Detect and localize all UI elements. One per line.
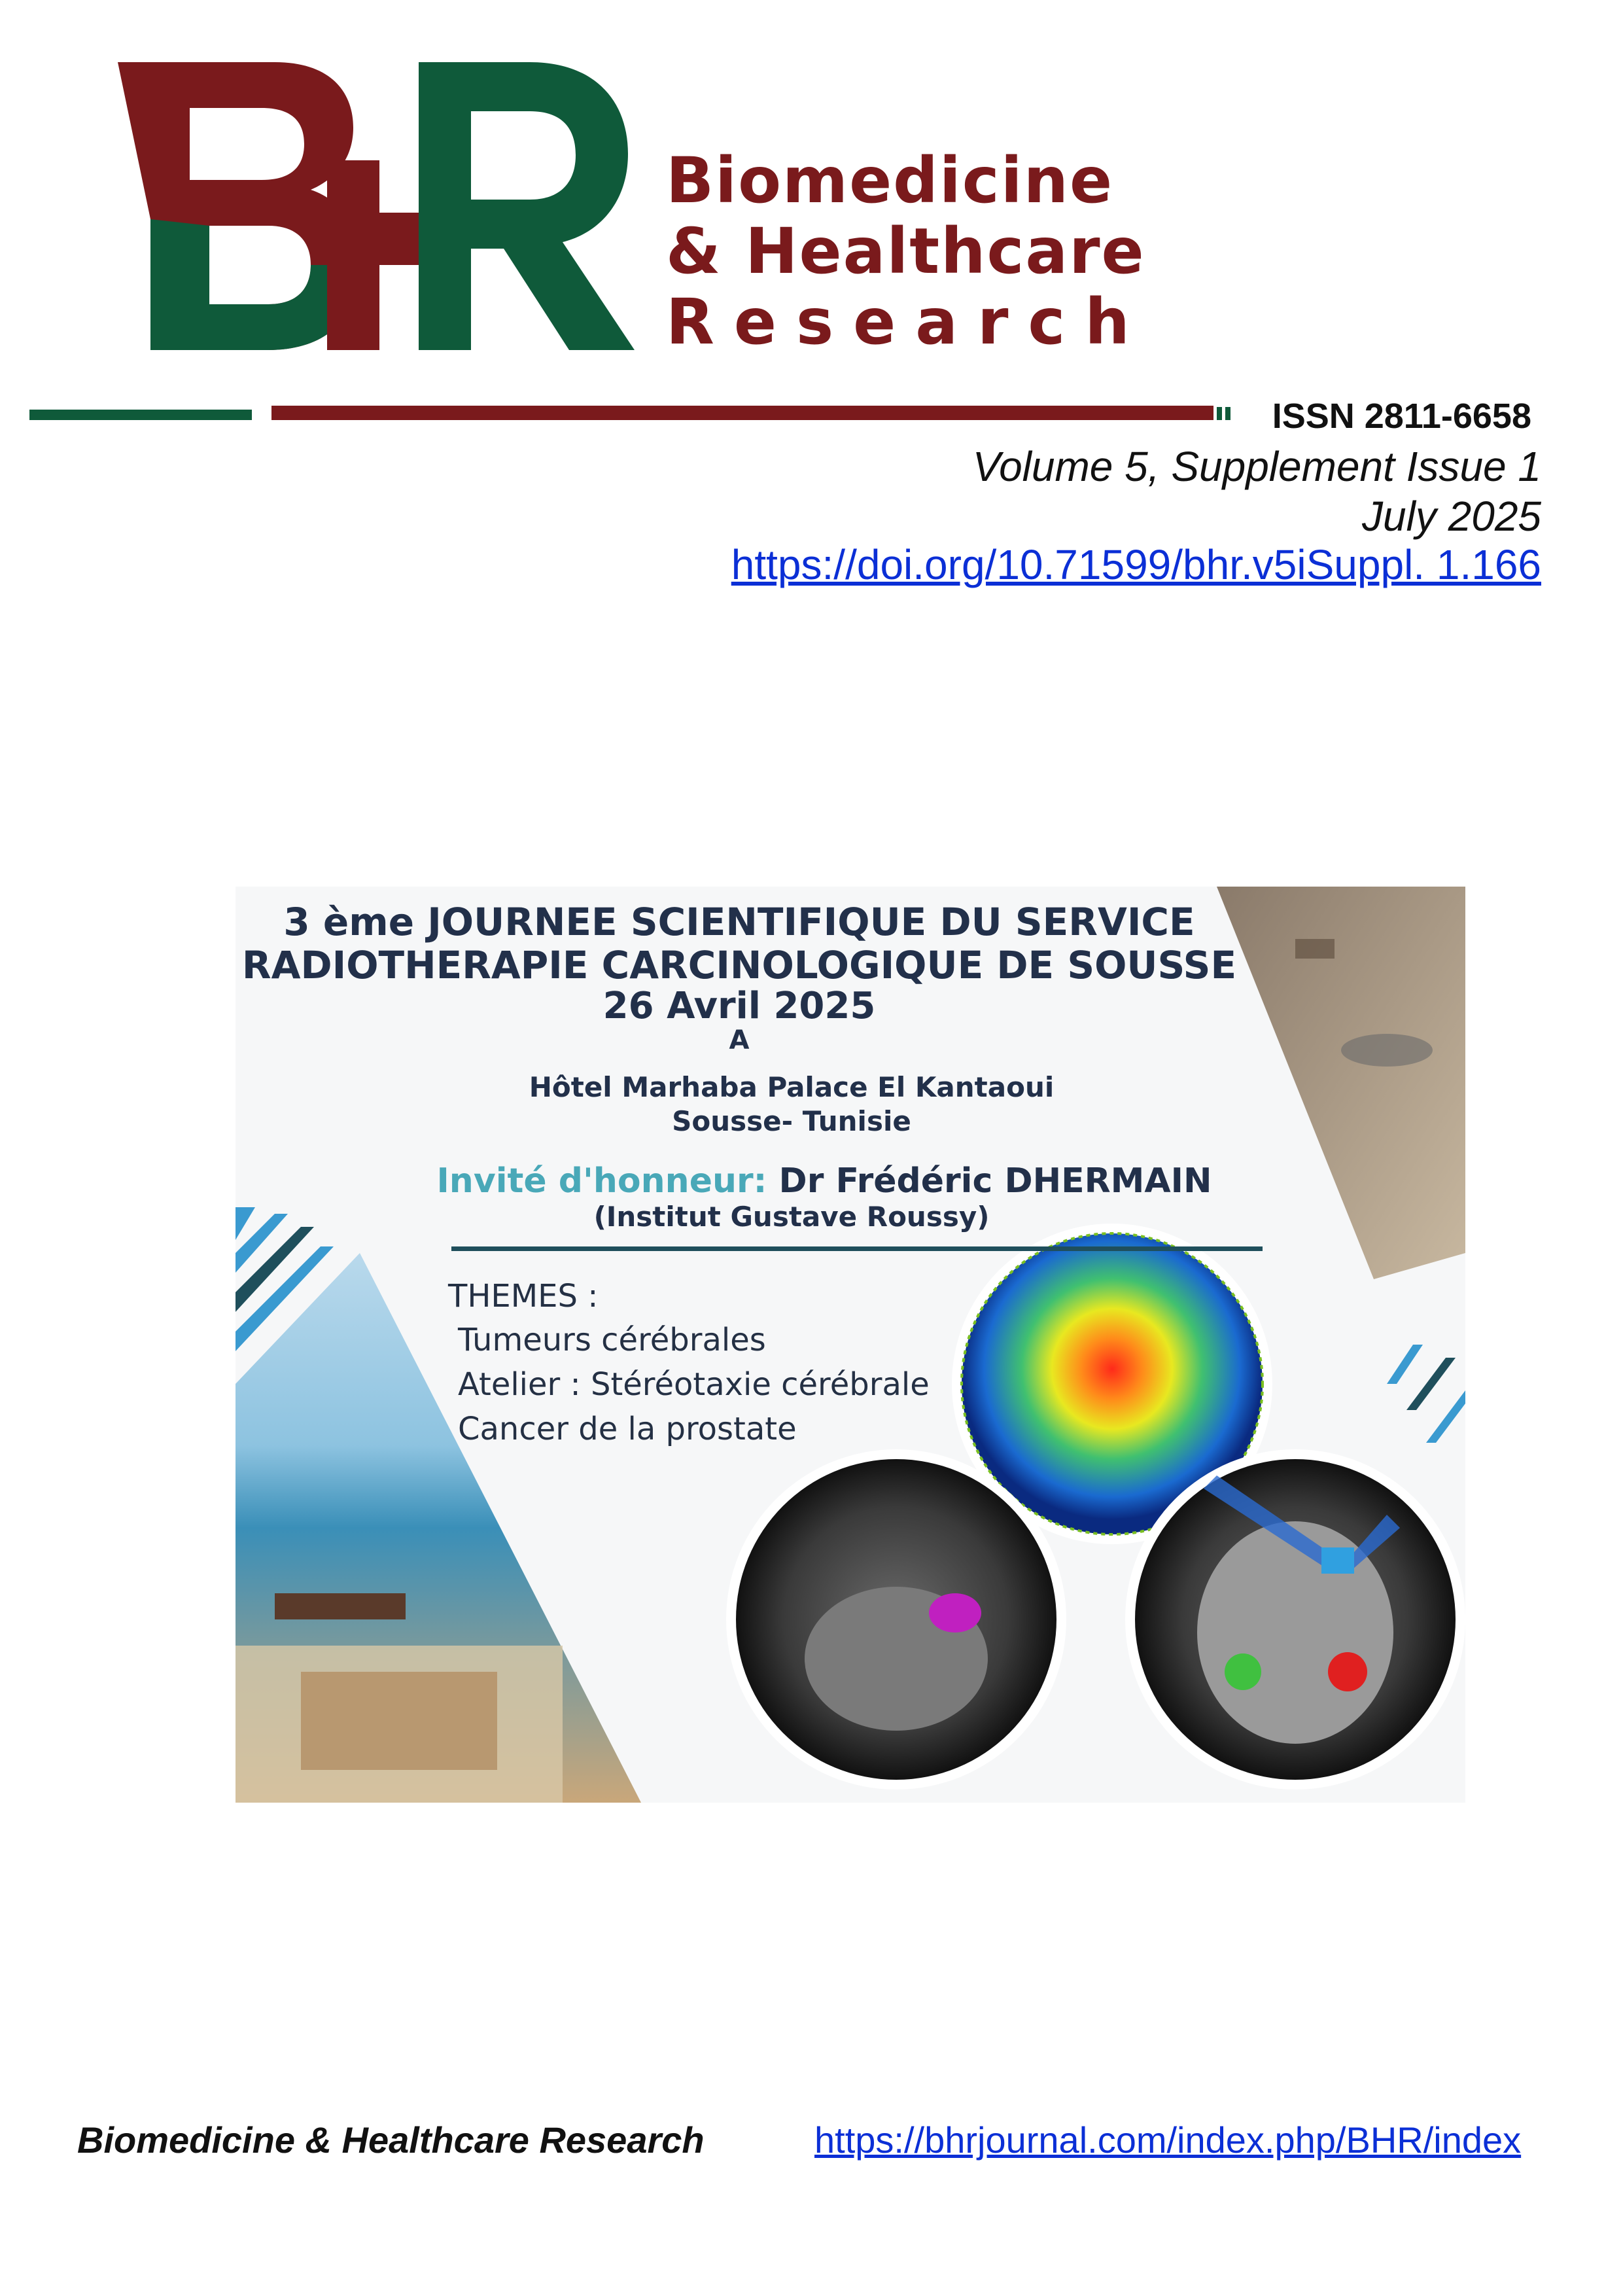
- theme-item: Tumeurs cérébrales: [458, 1322, 766, 1358]
- issn: ISSN 2811-6658: [1272, 397, 1531, 436]
- conference-poster: [236, 887, 1465, 1803]
- tumor-highlight: [929, 1593, 981, 1633]
- city-photo-top: [1217, 887, 1465, 1279]
- poster-divider: [451, 1246, 1263, 1251]
- issue-date: July 2025: [1362, 493, 1541, 540]
- brand-name-line-3: Research: [666, 285, 1149, 359]
- poster-city: Sousse- Tunisie: [672, 1105, 911, 1137]
- doi-link[interactable]: https://doi.org/10.71599/bhr.v5iSuppl. 1.166: [731, 541, 1541, 588]
- logo-letter-r: [419, 62, 635, 350]
- header-rule: [29, 393, 1233, 433]
- poster-institution: (Institut Gustave Roussy): [593, 1201, 990, 1233]
- theme-item: Atelier : Stéréotaxie cérébrale: [458, 1366, 930, 1403]
- theme-item: Cancer de la prostate: [458, 1411, 797, 1447]
- decorative-stripes-right: [1387, 1345, 1465, 1443]
- poster-guest: [334, 1161, 1315, 1201]
- guest-label: Invité d'honneur:: [436, 1161, 767, 1201]
- poster-event-date: 26 Avril 2025: [602, 985, 876, 1027]
- volume-info: Volume 5, Supplement Issue 1: [972, 443, 1541, 490]
- footer-journal-link[interactable]: https://bhrjournal.com/index.php/BHR/index: [814, 2119, 1522, 2161]
- footer-journal-name: Biomedicine & Healthcare Research: [77, 2119, 705, 2161]
- themes-heading: THEMES :: [448, 1278, 599, 1315]
- bhr-logo: [111, 56, 648, 357]
- brand-name-line-1: Biomedicine: [666, 144, 1114, 217]
- poster-title-line-2: RADIOTHERAPIE CARCINOLOGIQUE DE SOUSSE: [241, 943, 1237, 987]
- poster-at: A: [729, 1025, 750, 1055]
- guest-name: Dr Frédéric DHERMAIN: [778, 1161, 1212, 1201]
- poster-title-line-1: 3 ème JOURNEE SCIENTIFIQUE DU SERVICE: [283, 900, 1195, 944]
- poster-venue: Hôtel Marhaba Palace El Kantaoui: [529, 1071, 1055, 1103]
- brand-name-line-2: & Healthcare: [666, 215, 1145, 288]
